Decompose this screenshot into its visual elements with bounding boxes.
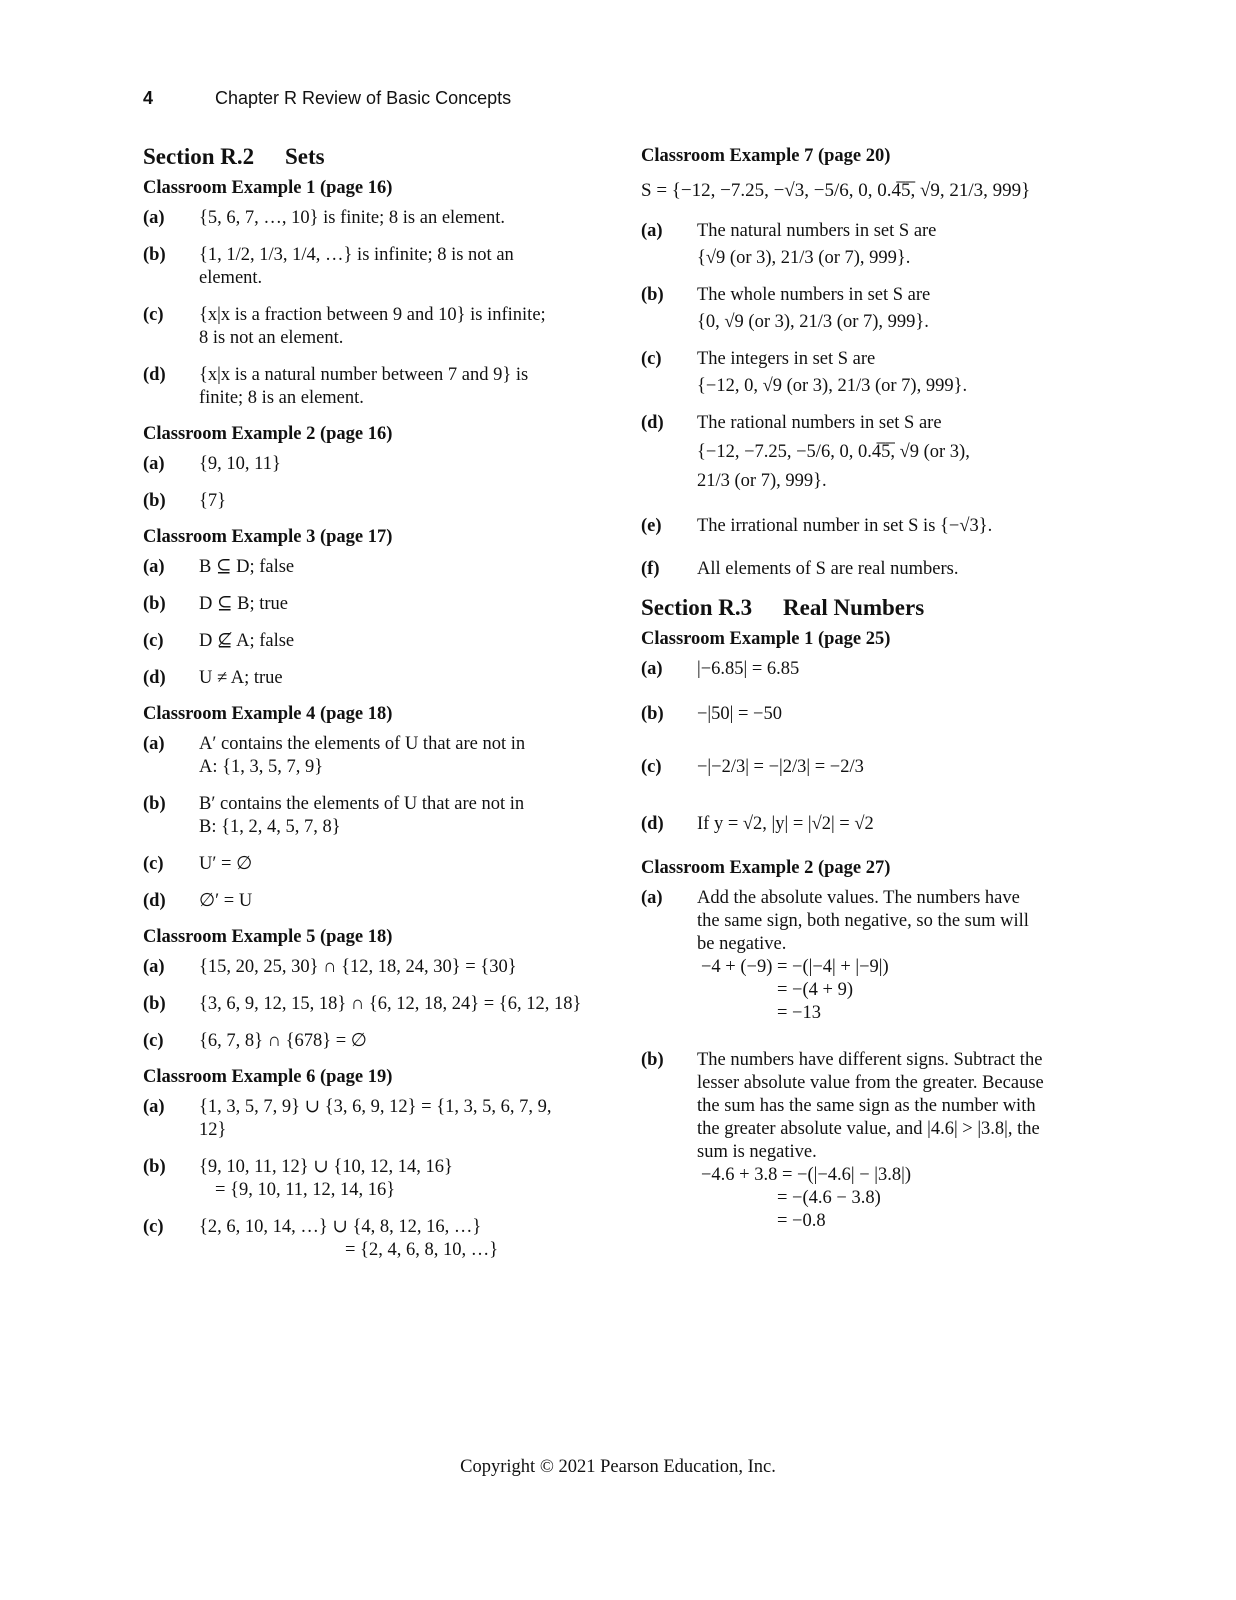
item-text: {2, 6, 10, 14, …} ∪ {4, 8, 12, 16, …} bbox=[199, 1217, 482, 1237]
item-text: = {2, 4, 6, 8, 10, …} bbox=[345, 1240, 499, 1260]
example-heading: Classroom Example 5 (page 18) bbox=[143, 927, 393, 947]
item-text: 8 is not an element. bbox=[199, 328, 344, 348]
item-text: Add the absolute values. The numbers have bbox=[697, 888, 1020, 908]
set-definition bbox=[641, 179, 1081, 202]
example-heading: Classroom Example 4 (page 18) bbox=[143, 704, 393, 724]
example-item bbox=[143, 733, 583, 779]
example-item bbox=[143, 207, 583, 230]
example-item bbox=[143, 1096, 583, 1142]
item-label: (f) bbox=[641, 559, 660, 579]
item-label: (b) bbox=[143, 594, 166, 614]
item-label: (b) bbox=[143, 245, 166, 265]
item-text: B ⊆ D; false bbox=[199, 557, 295, 577]
item-text: D ⊈ A; false bbox=[199, 631, 295, 651]
item-text: {7} bbox=[199, 491, 227, 511]
example-item bbox=[143, 244, 583, 290]
example-item bbox=[641, 284, 1081, 334]
item-label: (a) bbox=[641, 888, 663, 908]
item-text: finite; 8 is an element. bbox=[199, 388, 364, 408]
item-label: (d) bbox=[641, 413, 664, 433]
example-heading: Classroom Example 7 (page 20) bbox=[641, 146, 891, 166]
item-label: (b) bbox=[641, 704, 664, 724]
example-item bbox=[641, 1049, 1081, 1233]
example-item bbox=[143, 1216, 583, 1262]
item-text: {6, 7, 8} ∩ {678} = ∅ bbox=[199, 1031, 367, 1051]
example-item bbox=[143, 1156, 583, 1202]
item-label: (a) bbox=[143, 957, 165, 977]
example-heading: Classroom Example 2 (page 16) bbox=[143, 424, 393, 444]
item-text: All elements of S are real numbers. bbox=[697, 559, 959, 579]
example-item bbox=[641, 412, 1081, 493]
item-text: The rational numbers in set S are bbox=[697, 413, 942, 433]
calc-step bbox=[697, 1210, 1081, 1233]
copyright-footer: Copyright © 2021 Pearson Education, Inc. bbox=[460, 1457, 776, 1477]
item-label: (a) bbox=[641, 221, 663, 241]
section-number: Section R.2 bbox=[143, 144, 255, 169]
calc-step: −4 + (−9) = −(|−4| + |−9|) bbox=[701, 957, 889, 977]
example-item bbox=[143, 667, 583, 690]
item-text: D ⊆ B; true bbox=[199, 594, 288, 614]
item-text: sum is negative. bbox=[697, 1142, 817, 1162]
item-label: (c) bbox=[641, 349, 662, 369]
item-text: {1, 1/2, 1/3, 1/4, …} is infinite; 8 is not an bbox=[199, 245, 514, 265]
item-label: (d) bbox=[143, 365, 166, 385]
item-label: (b) bbox=[641, 1050, 664, 1070]
item-text: The irrational number in set S is {−√3}. bbox=[697, 516, 993, 536]
item-text: The natural numbers in set S are bbox=[697, 221, 937, 241]
item-label: (d) bbox=[143, 891, 166, 911]
item-label: (d) bbox=[143, 668, 166, 688]
item-text: be negative. bbox=[697, 934, 787, 954]
example-item bbox=[641, 220, 1081, 270]
item-text: {1, 3, 5, 7, 9} ∪ {3, 6, 9, 12} = {1, 3, 5, 6, 7, 9, 12} bbox=[199, 1097, 552, 1140]
calc-step bbox=[697, 1187, 1081, 1210]
example-item bbox=[143, 1030, 583, 1053]
item-label: (a) bbox=[143, 557, 165, 577]
example-item bbox=[143, 490, 583, 513]
item-text: 21/3 (or 7), 999}. bbox=[697, 471, 827, 491]
item-label: (b) bbox=[143, 794, 166, 814]
item-label: (d) bbox=[641, 814, 664, 834]
item-text: B: {1, 2, 4, 5, 7, 8} bbox=[199, 817, 341, 837]
item-label: (c) bbox=[143, 305, 164, 325]
calc-step bbox=[697, 1002, 1081, 1025]
example-heading: Classroom Example 6 (page 19) bbox=[143, 1067, 393, 1087]
example-item bbox=[143, 304, 583, 350]
item-label: (b) bbox=[641, 285, 664, 305]
item-text: B′ contains the elements of U that are not in bbox=[199, 794, 525, 814]
example-item bbox=[143, 993, 583, 1016]
item-label: (b) bbox=[143, 1157, 166, 1177]
item-label: (b) bbox=[143, 994, 166, 1014]
example-item bbox=[143, 364, 583, 410]
running-header bbox=[143, 88, 511, 109]
item-text: −|50| = −50 bbox=[697, 704, 782, 724]
item-text: If y = √2, |y| = |√2| = √2 bbox=[697, 814, 874, 834]
example-item bbox=[641, 813, 1081, 836]
example-item bbox=[641, 658, 1081, 681]
item-text: U ≠ A; true bbox=[199, 668, 283, 688]
item-text: A: {1, 3, 5, 7, 9} bbox=[199, 757, 324, 777]
item-label: (e) bbox=[641, 516, 662, 536]
example-item bbox=[641, 703, 1081, 726]
item-text: A′ contains the elements of U that are not in bbox=[199, 734, 526, 754]
item-text: S = {−12, −7.25, −√3, −5/6, 0, 0.4̅5̅, √9, 21/3, 999} bbox=[641, 180, 1031, 201]
example-item bbox=[143, 853, 583, 876]
item-text: {15, 20, 25, 30} ∩ {12, 18, 24, 30} = {30} bbox=[199, 957, 517, 977]
item-label: (a) bbox=[641, 659, 663, 679]
item-text: {9, 10, 11} bbox=[199, 454, 281, 474]
item-text: U′ = ∅ bbox=[199, 854, 253, 874]
example-heading: Classroom Example 1 (page 25) bbox=[641, 629, 891, 649]
section-title: Sets bbox=[285, 144, 325, 169]
example-item bbox=[143, 453, 583, 476]
item-text: The numbers have different signs. Subtract the bbox=[697, 1050, 1043, 1070]
calc-step: = −(4 + 9) bbox=[777, 980, 853, 1000]
item-text: {0, √9 (or 3), 21/3 (or 7), 999}. bbox=[697, 312, 929, 332]
page-number: 4 bbox=[143, 88, 154, 108]
calc-step: = −13 bbox=[777, 1003, 821, 1023]
calc-step: −4.6 + 3.8 = −(|−4.6| − |3.8|) bbox=[701, 1165, 911, 1185]
item-text: {9, 10, 11, 12} ∪ {10, 12, 14, 16} bbox=[199, 1157, 453, 1177]
example-item bbox=[143, 956, 583, 979]
item-label: (c) bbox=[143, 1031, 164, 1051]
item-text: {x|x is a natural number between 7 and 9} is bbox=[199, 365, 529, 385]
item-label: (a) bbox=[143, 1097, 165, 1117]
example-item bbox=[143, 793, 583, 839]
chapter-title: Chapter R Review of Basic Concepts bbox=[215, 88, 512, 108]
item-text: the same sign, both negative, so the sum will bbox=[697, 911, 1029, 931]
item-label: (c) bbox=[143, 1217, 164, 1237]
item-text: {5, 6, 7, …, 10} is finite; 8 is an element. bbox=[199, 208, 506, 228]
item-label: (a) bbox=[143, 208, 165, 228]
example-heading: Classroom Example 3 (page 17) bbox=[143, 527, 393, 547]
item-text: {−12, 0, √9 (or 3), 21/3 (or 7), 999}. bbox=[697, 376, 968, 396]
item-text: = {9, 10, 11, 12, 14, 16} bbox=[215, 1180, 396, 1200]
calc-step: = −0.8 bbox=[777, 1211, 826, 1231]
item-text: The integers in set S are bbox=[697, 349, 876, 369]
item-label: (c) bbox=[143, 631, 164, 651]
calc-step bbox=[697, 979, 1081, 1002]
example-heading: Classroom Example 1 (page 16) bbox=[143, 178, 393, 198]
item-text: ∅′ = U bbox=[199, 891, 253, 911]
item-text: the greater absolute value, and |4.6| > |3.8|, the bbox=[697, 1119, 1040, 1139]
example-item bbox=[143, 630, 583, 653]
item-label: (a) bbox=[143, 454, 165, 474]
item-text: element. bbox=[199, 268, 263, 288]
calc-step: = −(4.6 − 3.8) bbox=[777, 1188, 881, 1208]
item-text: −|−2/3| = −|2/3| = −2/3 bbox=[697, 757, 864, 777]
example-heading: Classroom Example 2 (page 27) bbox=[641, 858, 891, 878]
example-item bbox=[641, 756, 1081, 779]
item-text: lesser absolute value from the greater. Because bbox=[697, 1073, 1044, 1093]
section-number: Section R.3 bbox=[641, 595, 753, 620]
example-item bbox=[641, 515, 1081, 538]
item-text: {−12, −7.25, −5/6, 0, 0.4̅5̅, √9 (or 3), bbox=[697, 442, 970, 462]
item-text: {x|x is a fraction between 9 and 10} is infinite; bbox=[199, 305, 546, 325]
item-text: {√9 (or 3), 21/3 (or 7), 999}. bbox=[697, 248, 911, 268]
section-heading-r3 bbox=[641, 595, 1081, 621]
item-text: The whole numbers in set S are bbox=[697, 285, 931, 305]
item-label: (c) bbox=[143, 854, 164, 874]
example-item bbox=[143, 890, 583, 913]
item-label: (c) bbox=[641, 757, 662, 777]
item-text: {3, 6, 9, 12, 15, 18} ∩ {6, 12, 18, 24} = {6, 12, 18} bbox=[199, 994, 582, 1014]
example-item bbox=[641, 887, 1081, 1025]
right-column bbox=[641, 140, 1081, 1247]
example-item bbox=[143, 593, 583, 616]
example-item bbox=[641, 348, 1081, 398]
left-column bbox=[143, 140, 583, 1276]
example-item bbox=[641, 558, 1081, 581]
item-label: (a) bbox=[143, 734, 165, 754]
section-title: Real Numbers bbox=[783, 595, 925, 620]
item-text: the sum has the same sign as the number with bbox=[697, 1096, 1036, 1116]
section-heading-r2 bbox=[143, 144, 583, 170]
example-item bbox=[143, 556, 583, 579]
item-text: |−6.85| = 6.85 bbox=[697, 659, 800, 679]
item-label: (b) bbox=[143, 491, 166, 511]
